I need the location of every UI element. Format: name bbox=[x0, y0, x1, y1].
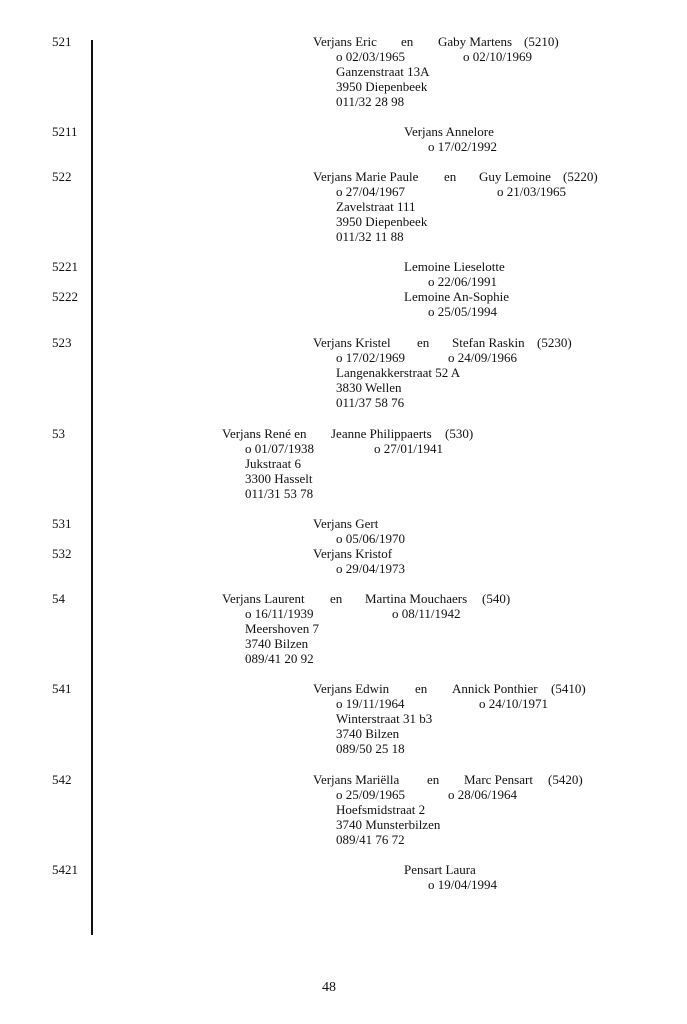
address-street: Meershoven 7 bbox=[245, 621, 320, 636]
person-name: Lemoine An-Sophie bbox=[404, 289, 510, 304]
partner-birth-date: o 02/10/1969 bbox=[463, 49, 532, 64]
partner-birth-date: o 24/09/1966 bbox=[448, 350, 517, 365]
partner-name: Gaby Martens bbox=[438, 34, 513, 49]
entry-number: 54 bbox=[52, 591, 65, 606]
conjunction: en bbox=[427, 772, 440, 787]
family-code: (530) bbox=[445, 426, 474, 441]
address-street: Langenakkerstraat 52 A bbox=[336, 365, 461, 380]
conjunction: en bbox=[415, 681, 428, 696]
partner-birth-date: o 27/01/1941 bbox=[374, 441, 443, 456]
address-street: Winterstraat 31 b3 bbox=[336, 711, 433, 726]
address-city: 3950 Diepenbeek bbox=[336, 79, 428, 94]
entry-number: 53 bbox=[52, 426, 65, 441]
family-code: (5210) bbox=[524, 34, 559, 49]
partner-name: Marc Pensart bbox=[464, 772, 533, 787]
entry-number: 5222 bbox=[52, 289, 78, 304]
birth-date: o 19/11/1964 bbox=[336, 696, 405, 711]
family-code: (540) bbox=[482, 591, 511, 606]
birth-date: o 29/04/1973 bbox=[336, 561, 405, 576]
address-city: 3950 Diepenbeek bbox=[336, 214, 428, 229]
partner-name: Guy Lemoine bbox=[479, 169, 551, 184]
person-name: Verjans Mariëlla bbox=[313, 772, 400, 787]
birth-date: o 17/02/1992 bbox=[428, 139, 497, 154]
person-name: Verjans Laurent bbox=[222, 591, 305, 606]
entry-number: 5211 bbox=[52, 124, 78, 139]
partner-name: Stefan Raskin bbox=[452, 335, 525, 350]
phone-number: 011/31 53 78 bbox=[245, 486, 314, 501]
person-name: Verjans Kristof bbox=[313, 546, 393, 561]
person-name: Verjans Kristel bbox=[313, 335, 391, 350]
conjunction: en bbox=[401, 34, 414, 49]
conjunction: en bbox=[444, 169, 457, 184]
person-name: Verjans Edwin bbox=[313, 681, 390, 696]
entry-number: 5421 bbox=[52, 862, 78, 877]
birth-date: o 25/05/1994 bbox=[428, 304, 497, 319]
phone-number: 011/32 11 88 bbox=[336, 229, 404, 244]
address-street: Jukstraat 6 bbox=[245, 456, 301, 471]
partner-birth-date: o 21/03/1965 bbox=[497, 184, 566, 199]
page-number: 48 bbox=[322, 980, 336, 995]
phone-number: 011/32 28 98 bbox=[336, 94, 405, 109]
entry-number: 531 bbox=[52, 516, 72, 531]
family-code: (5220) bbox=[563, 169, 598, 184]
partner-name: Martina Mouchaers bbox=[365, 591, 468, 606]
partner-name: Jeanne Philippaerts bbox=[331, 426, 432, 441]
entry-number: 5221 bbox=[52, 259, 78, 274]
birth-date: o 19/04/1994 bbox=[428, 877, 497, 892]
phone-number: 089/41 20 92 bbox=[245, 651, 314, 666]
entry-number: 523 bbox=[52, 335, 72, 350]
conjunction: en bbox=[417, 335, 430, 350]
entry-number: 532 bbox=[52, 546, 72, 561]
person-name: Verjans Marie Paule bbox=[313, 169, 419, 184]
family-code: (5420) bbox=[548, 772, 583, 787]
person-name: Verjans Annelore bbox=[404, 124, 494, 139]
birth-date: o 02/03/1965 bbox=[336, 49, 405, 64]
entry-number: 522 bbox=[52, 169, 72, 184]
address-street: Hoefsmidstraat 2 bbox=[336, 802, 426, 817]
person-name: Verjans Gert bbox=[313, 516, 379, 531]
family-code: (5410) bbox=[551, 681, 586, 696]
partner-birth-date: o 28/06/1964 bbox=[448, 787, 517, 802]
person-name: Verjans René en bbox=[222, 426, 307, 441]
genealogy-vertical-rule bbox=[91, 40, 93, 935]
birth-date: o 01/07/1938 bbox=[245, 441, 314, 456]
partner-birth-date: o 08/11/1942 bbox=[392, 606, 461, 621]
address-city: 3830 Wellen bbox=[336, 380, 402, 395]
birth-date: o 22/06/1991 bbox=[428, 274, 497, 289]
phone-number: 011/37 58 76 bbox=[336, 395, 405, 410]
person-name: Verjans Eric bbox=[313, 34, 377, 49]
entry-number: 542 bbox=[52, 772, 72, 787]
birth-date: o 27/04/1967 bbox=[336, 184, 405, 199]
address-city: 3300 Hasselt bbox=[245, 471, 313, 486]
phone-number: 089/50 25 18 bbox=[336, 741, 405, 756]
birth-date: o 16/11/1939 bbox=[245, 606, 314, 621]
address-street: Ganzenstraat 13A bbox=[336, 64, 430, 79]
birth-date: o 25/09/1965 bbox=[336, 787, 405, 802]
address-street: Zavelstraat 111 bbox=[336, 199, 416, 214]
address-city: 3740 Munsterbilzen bbox=[336, 817, 441, 832]
address-city: 3740 Bilzen bbox=[336, 726, 400, 741]
entry-number: 541 bbox=[52, 681, 72, 696]
family-code: (5230) bbox=[537, 335, 572, 350]
birth-date: o 05/06/1970 bbox=[336, 531, 405, 546]
entry-number: 521 bbox=[52, 34, 72, 49]
conjunction: en bbox=[330, 591, 343, 606]
birth-date: o 17/02/1969 bbox=[336, 350, 405, 365]
address-city: 3740 Bilzen bbox=[245, 636, 309, 651]
phone-number: 089/41 76 72 bbox=[336, 832, 405, 847]
partner-name: Annick Ponthier bbox=[452, 681, 538, 696]
person-name: Lemoine Lieselotte bbox=[404, 259, 505, 274]
person-name: Pensart Laura bbox=[404, 862, 476, 877]
partner-birth-date: o 24/10/1971 bbox=[479, 696, 548, 711]
